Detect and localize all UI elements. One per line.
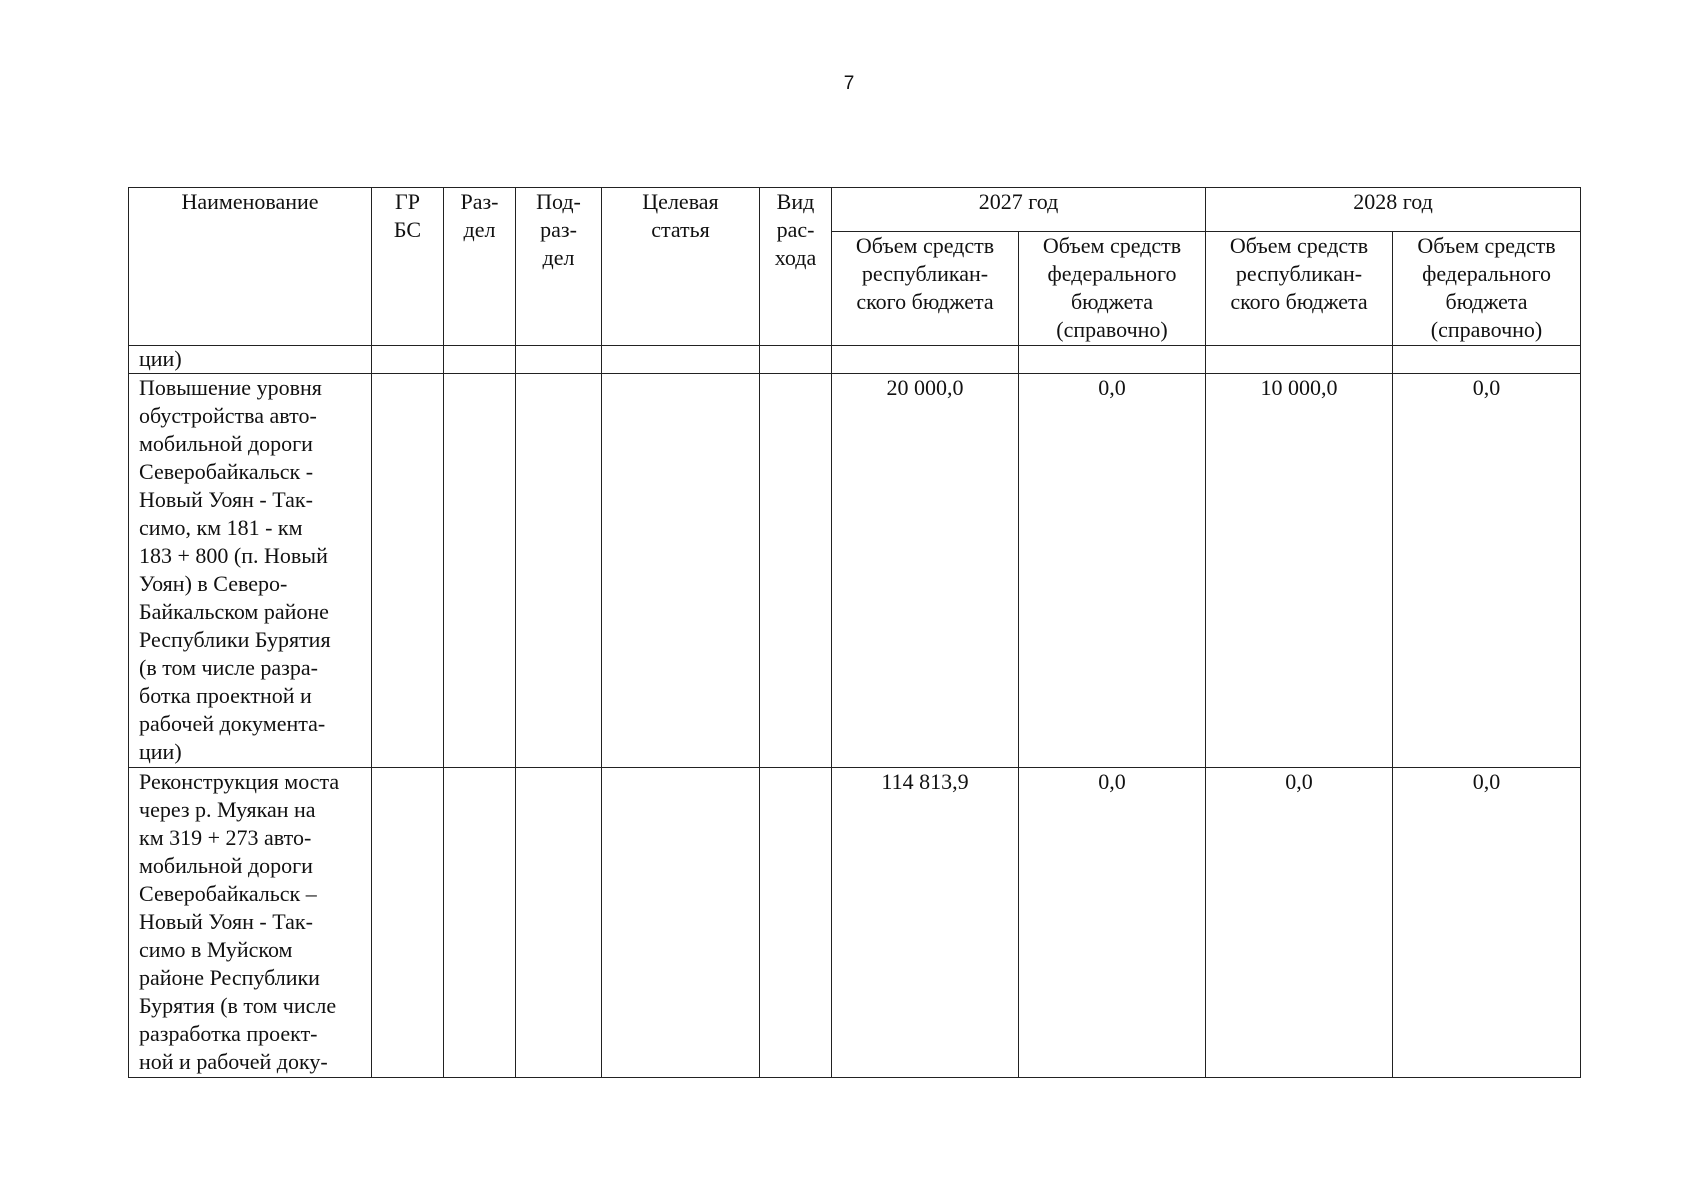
row-2027-federal <box>1019 346 1206 374</box>
row-grbs <box>372 346 444 374</box>
table-row <box>129 346 1581 374</box>
header-2028-federal: Объем средств федерального бюджета (справочно) <box>1393 232 1581 346</box>
row-subsection <box>516 346 602 374</box>
header-year-2027: 2027 год <box>832 188 1206 232</box>
header-section: Раз- дел <box>444 188 516 346</box>
row-target-article <box>602 768 760 1078</box>
header-2028-republican: Объем средств республикан- ского бюджета <box>1206 232 1393 346</box>
row-2028-federal: 0,0 <box>1393 768 1581 1078</box>
row-expense-type <box>760 768 832 1078</box>
row-section <box>444 768 516 1078</box>
row-2028-republican <box>1206 346 1393 374</box>
row-2027-federal: 0,0 <box>1019 768 1206 1078</box>
row-2027-republican: 20 000,0 <box>832 374 1019 768</box>
row-subsection <box>516 374 602 768</box>
header-grbs: ГР БС <box>372 188 444 346</box>
table-row <box>129 374 1581 768</box>
row-section <box>444 374 516 768</box>
row-target-article <box>602 346 760 374</box>
header-target-article: Целевая статья <box>602 188 760 346</box>
header-subsection: Под- раз- дел <box>516 188 602 346</box>
row-subsection <box>516 768 602 1078</box>
row-grbs <box>372 374 444 768</box>
row-expense-type <box>760 374 832 768</box>
budget-table <box>128 187 1581 1078</box>
header-name: Наименование <box>129 188 372 346</box>
header-year-2028: 2028 год <box>1206 188 1581 232</box>
row-2027-republican <box>832 346 1019 374</box>
row-2028-republican: 0,0 <box>1206 768 1393 1078</box>
row-2028-republican: 10 000,0 <box>1206 374 1393 768</box>
table-row <box>129 768 1581 1078</box>
header-row-top <box>129 188 1581 232</box>
row-target-article <box>602 374 760 768</box>
row-expense-type <box>760 346 832 374</box>
row-2027-republican: 114 813,9 <box>832 768 1019 1078</box>
header-expense-type: Вид рас- хода <box>760 188 832 346</box>
row-2027-federal: 0,0 <box>1019 374 1206 768</box>
header-2027-federal: Объем средств федерального бюджета (справочно) <box>1019 232 1206 346</box>
header-2027-republican: Объем средств республикан- ского бюджета <box>832 232 1019 346</box>
row-grbs <box>372 768 444 1078</box>
row-name: ции) <box>129 346 372 374</box>
row-name: Реконструкция моста через р. Муякан на км 319 + 273 авто- мобильной дороги Северобайкальск – Новый Уоян - Так- симо в Муйском районе Республики Бурятия (в том числе разработка проект- ной и рабочей доку- <box>129 768 372 1078</box>
row-section <box>444 346 516 374</box>
page-number: 7 <box>843 73 855 94</box>
row-2028-federal: 0,0 <box>1393 374 1581 768</box>
row-name: Повышение уровня обустройства авто- мобильной дороги Северобайкальск - Новый Уоян - Так- симо, км 181 - км 183 + 800 (п. Новый Уоян) в Северо- Байкальском районе Республики Бурятия (в том числе разра- ботка проектной и рабочей документа- ции) <box>129 374 372 768</box>
row-2028-federal <box>1393 346 1581 374</box>
